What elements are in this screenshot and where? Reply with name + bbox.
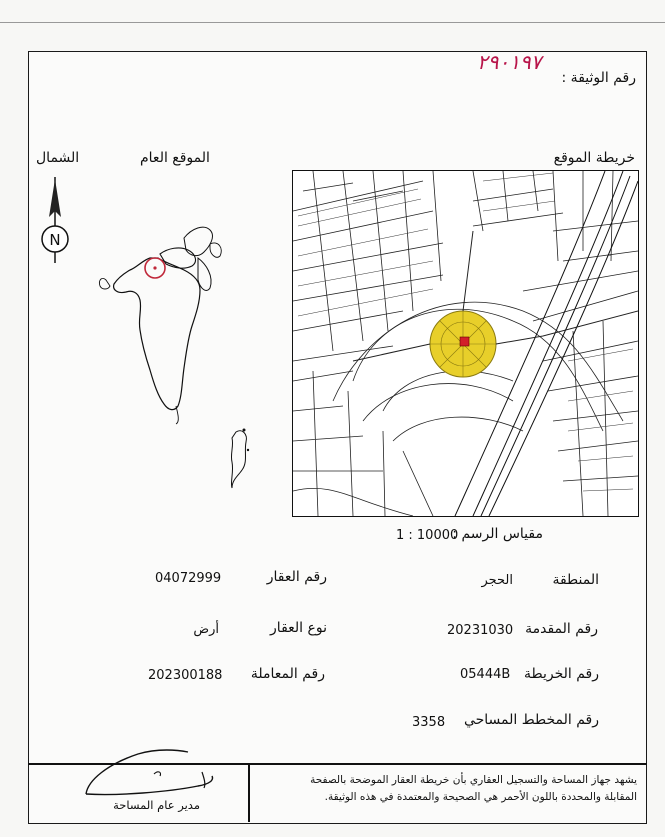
doc-number-handwritten: ٢٩٠١٩٧ (477, 50, 542, 74)
site-map-drawing (293, 171, 638, 516)
certification-text (257, 772, 637, 806)
signature-separator (248, 764, 250, 822)
doc-number-label: رقم الوثيقة : (561, 70, 636, 86)
property-type-label: نوع العقار (270, 620, 327, 636)
main-island-outline (114, 258, 200, 410)
transaction-number-label: رقم المعاملة (250, 666, 325, 682)
area-value: الحجر (481, 573, 513, 588)
hawar-islands-outline (231, 431, 246, 488)
general-location-title: الموقع العام (140, 150, 210, 166)
north-arrow-icon (35, 175, 75, 265)
certification-line-1: يشهد جهاز المساحة والتسجيل العقاري بأن خريطة العقار الموضحة بالصفحة (310, 774, 637, 786)
location-dot (153, 266, 156, 269)
survey-plan-label: رقم المخطط المساحي (463, 712, 599, 728)
west-islet-outline (99, 278, 110, 289)
top-scan-line (0, 22, 665, 23)
north-label: الشمال (36, 150, 80, 166)
property-number-value: 04072999 (155, 571, 222, 586)
small-island-outline (210, 243, 221, 257)
map-number-label: رقم الخريطة (523, 666, 599, 682)
scale-value: 1 : 10000 (396, 528, 459, 543)
parcel-highlight (460, 337, 469, 346)
introduction-number-value: 20231030 (447, 623, 514, 638)
transaction-number-value: 202300188 (148, 668, 223, 683)
property-number-label: رقم العقار (266, 569, 327, 585)
property-type-value: أرض (193, 622, 219, 637)
certification-line-2: المقابلة والمحددة باللون الأحمر هي الصحيحة والمعتمدة في هذه الوثيقة. (324, 791, 637, 803)
map-number-value: 05444B (460, 667, 511, 682)
north-letter: N (49, 231, 61, 249)
signatory-title: مدير عام المساحة (113, 798, 200, 812)
scale-label: مقياس الرسم : (452, 526, 543, 542)
sitra-outline (198, 258, 211, 290)
muharraq-outline (184, 227, 212, 255)
survey-plan-value: 3358 (412, 715, 446, 730)
site-map-title: خريطة الموقع (553, 150, 635, 166)
area-label: المنطقة (552, 572, 599, 588)
site-map (292, 170, 639, 517)
bahrain-overview-map (88, 218, 268, 498)
introduction-number-label: رقم المقدمة (525, 621, 598, 637)
